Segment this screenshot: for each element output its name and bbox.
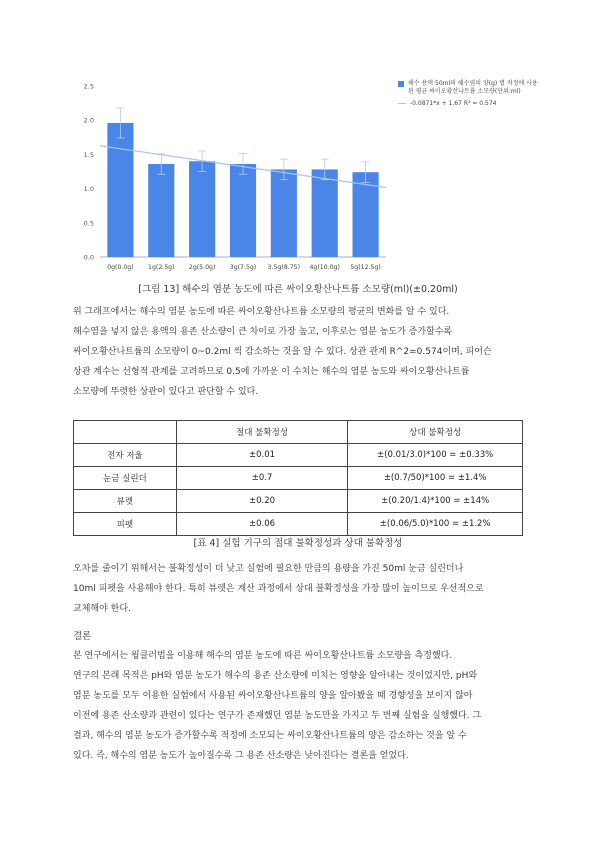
table-row	[74, 513, 523, 536]
x-tick-label: 3.5g(8.75)	[267, 264, 301, 271]
table-cell: 뷰렛	[74, 490, 177, 513]
y-tick-label: 1.5	[83, 150, 94, 159]
paragraph-line: 연구의 본래 목적은 pH와 염분 농도가 해수의 용존 산소량에 미치는 영향을 알아내는 것이었지만, pH와	[73, 671, 478, 681]
y-tick-label: 2.5	[83, 82, 94, 91]
table-cell: ±0.06	[176, 513, 348, 536]
x-tick-label: 4g(10.0g)	[309, 264, 340, 271]
paragraph-line: 소모량에 뚜렷한 상관이 있다고 판단할 수 있다.	[73, 387, 259, 397]
bar-chart	[70, 70, 538, 275]
bar	[148, 164, 174, 257]
x-tick-label: 1g(2.5g)	[148, 264, 175, 271]
legend-trendline-label: -0.0871*x + 1.67 R² = 0.574	[410, 100, 497, 107]
legend-item-series	[398, 80, 538, 95]
table-cell: ±0.7	[176, 467, 348, 490]
paragraph-line: 결과, 해수의 염분 농도가 증가할수록 적정에 소모되는 싸이오황산나트륨의 양은 감소하는 것을 알 수	[73, 731, 467, 741]
y-tick-label: 2.0	[83, 116, 94, 125]
bar	[312, 169, 338, 257]
error-paragraph	[73, 559, 533, 619]
table-cell: 전자 저울	[74, 444, 177, 467]
table-cell: ±(0.20/1.4)*100 = ±14%	[348, 490, 523, 513]
paragraph-line: 상관 계수는 선형적 관계를 고려하므로 0.5에 가까운 이 수치는 해수의 염분 농도와 싸이오황산나트륨	[73, 367, 470, 377]
x-tick-label: 3g(7.5g)	[229, 264, 257, 271]
chart-legend	[398, 80, 538, 113]
x-tick-label: 2g(5.0g)	[188, 264, 216, 271]
table-header-cell: 절대 불확정성	[176, 421, 348, 444]
table-cell: ±(0.01/3.0)*100 = ±0.33%	[348, 444, 523, 467]
paragraph-line: 10ml 피펫을 사용해야 한다. 특히 뷰렛은 계산 과정에서 상대 불확정성을 가장 많이 높이므로 우선적으로	[73, 584, 484, 594]
table-cell: ±0.20	[176, 490, 348, 513]
analysis-paragraph	[73, 302, 533, 402]
table-row	[74, 444, 523, 467]
legend-line-swatch	[398, 103, 406, 104]
table-row	[74, 490, 523, 513]
paragraph-line: 해수염을 넣지 않은 용액의 용존 산소량이 큰 차이로 가장 높고, 이후로는 염분 농도가 증가할수록	[73, 327, 453, 337]
table-cell: ±0.01	[176, 444, 348, 467]
legend-bar-swatch	[398, 81, 404, 87]
bar	[189, 161, 215, 257]
conclusion-heading: 결론	[73, 631, 92, 642]
bar	[271, 169, 297, 257]
table-header-cell: 상대 불확정성	[348, 421, 523, 444]
x-tick-label: 5g(12.5g)	[350, 264, 381, 271]
table-row	[74, 467, 523, 490]
uncertainty-table	[73, 420, 523, 536]
paragraph-line: 싸이오황산나트륨의 소모량이 0~0.2ml 씩 감소하는 것을 알 수 있다. 상관 관계 R^2=0.574이며, 피어슨	[73, 347, 492, 357]
legend-series-label: 해수 용액 50ml의 해수염의 양(g) 별 적정에 사용된 평균 싸이오황산나트륨 소모량(단위:ml)	[408, 80, 538, 95]
table-cell: ±(0.7/50)*100 = ±1.4%	[348, 467, 523, 490]
paragraph-line: 본 연구에서는 윙클러법을 이용해 해수의 염분 농도에 따른 싸이오황산나트륨 소모량을 측정했다.	[73, 651, 453, 661]
paragraph-line: 염분 농도를 모두 이용한 실험에서 사용된 싸이오황산나트륨의 양을 알아봤을 때 경향성을 보이지 않아	[73, 691, 473, 701]
x-tick-label: 0g(0.0g)	[107, 264, 134, 271]
table-cell: 눈금 실린더	[74, 467, 177, 490]
table-cell: ±(0.06/5.0)*100 = ±1.2%	[348, 513, 523, 536]
paragraph-line: 오차를 줄이기 위해서는 불확정성이 더 낮고 실험에 필요한 만큼의 용량을 가진 50ml 눈금 실린더나	[73, 564, 464, 574]
y-tick-label: 0.5	[83, 219, 94, 228]
table-header-row	[74, 421, 523, 444]
y-tick-label: 0.0	[83, 253, 94, 262]
figure-caption: [그림 13] 해수의 염분 농도에 따른 싸이오황산나트륨 소모량(ml)(±0.20ml)	[138, 284, 458, 295]
paragraph-line: 이전에 용존 산소량과 관련이 있다는 연구가 존재했던 염분 농도만을 가지고 두 번째 실험을 실행했다. 그	[73, 711, 482, 721]
legend-item-trendline	[398, 100, 538, 108]
bar	[107, 123, 133, 257]
paragraph-line: 교체해야 한다.	[73, 604, 131, 614]
paragraph-line: 위 그래프에서는 해수의 염분 농도에 따른 싸이오황산나트륨 소모량의 평균의 변화를 알 수 있다.	[73, 307, 450, 317]
y-tick-label: 1.0	[83, 185, 94, 194]
table-header-cell	[74, 421, 177, 444]
conclusion-paragraph	[73, 646, 533, 766]
table-caption: [표 4] 실험 기구의 절대 불확정성과 상대 불확정성	[193, 538, 403, 549]
paragraph-line: 있다. 즉, 해수의 염분 농도가 높아질수록 그 용존 산소량은 낮아진다는 결론을 얻었다.	[73, 751, 409, 761]
bar	[230, 164, 256, 257]
table-cell: 피펫	[74, 513, 177, 536]
